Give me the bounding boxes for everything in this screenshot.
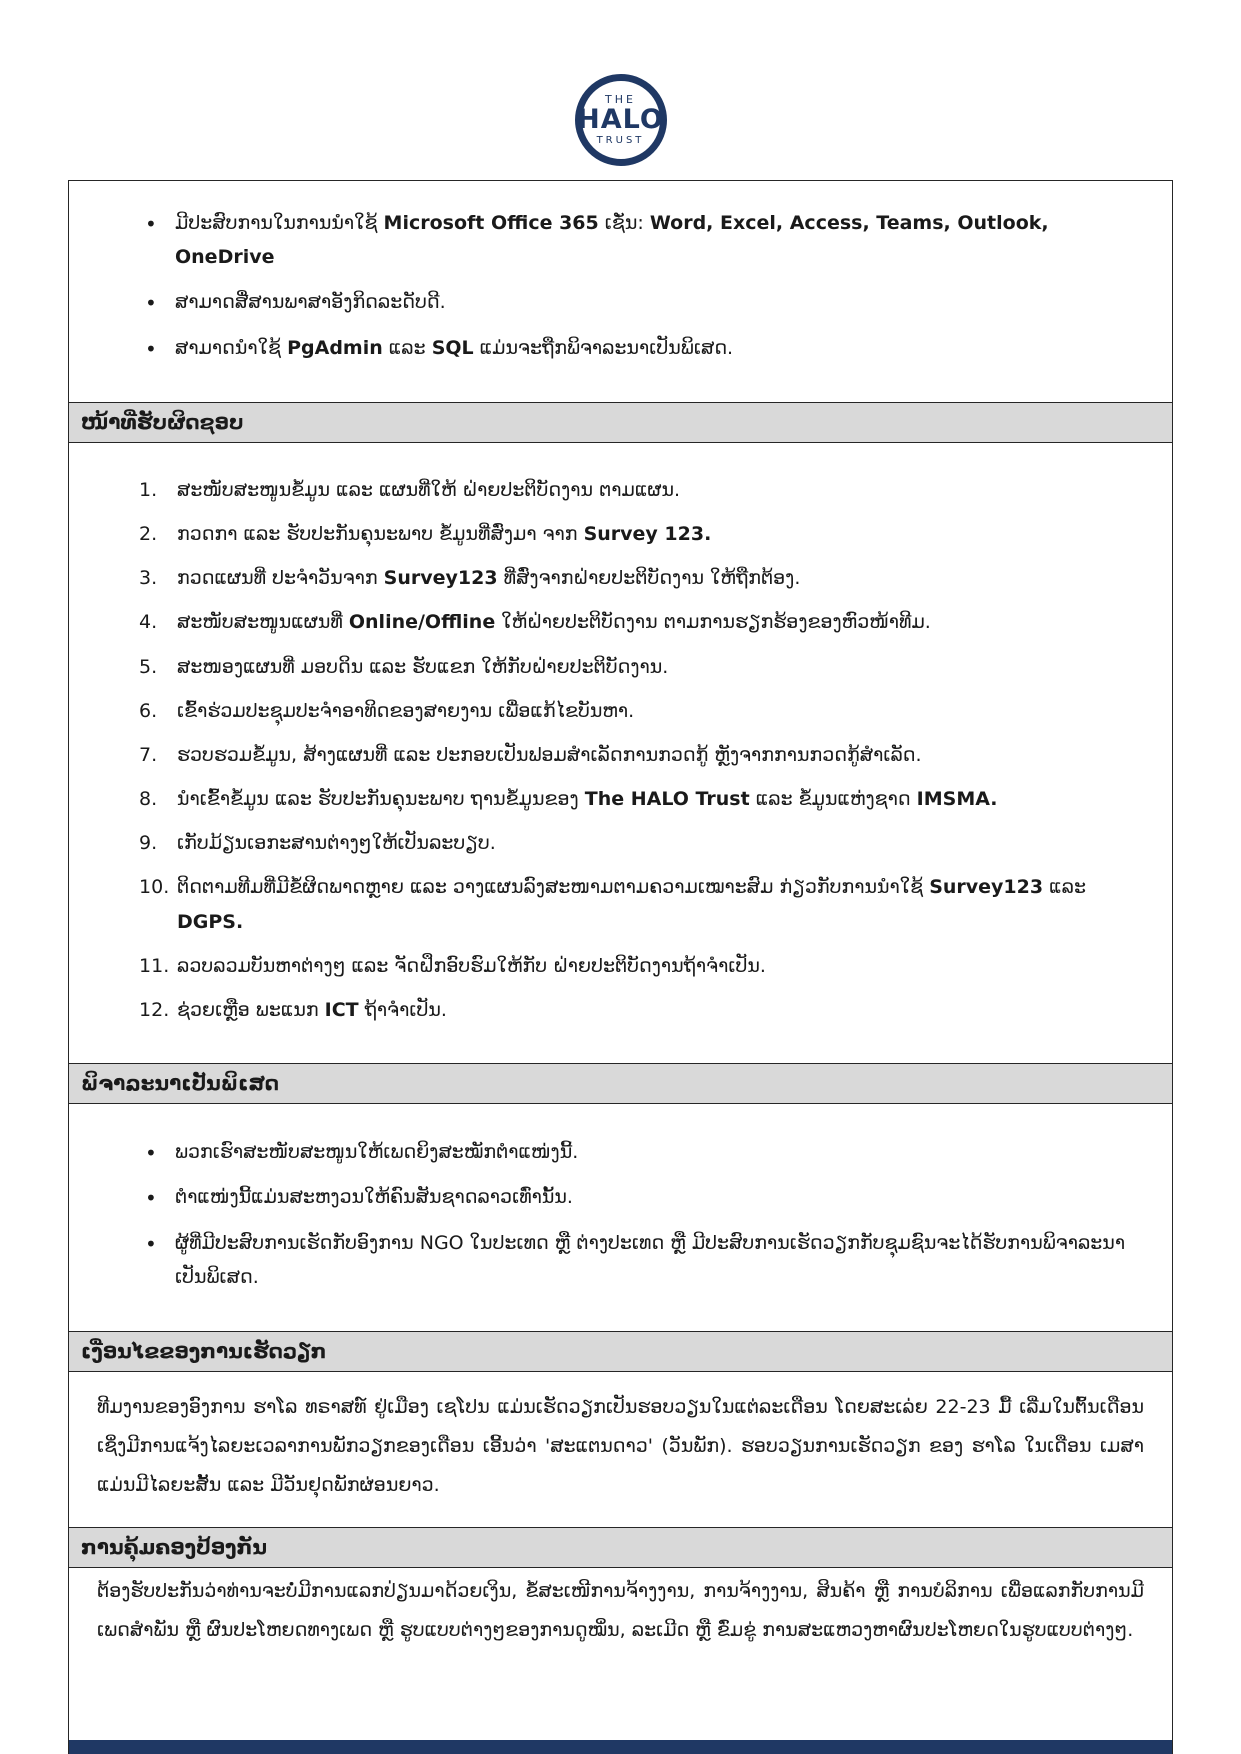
- responsibility-item: ເຂົ້າຮ່ວມປະຊຸມປະຈຳອາທິດຂອງສາຍງານ ເພື່ອແກ້ໄຂບັນຫາ.: [177, 699, 635, 722]
- responsibility-item: ສະໜອງແຜນທີ່ ມອບດິນ ແລະ ຮັບແຂກ ໃຫ້ກັບຝ່າຍປະຕິບັດງານ.: [177, 655, 669, 678]
- qualification-item: • ສາມາດນຳໃຊ້ PgAdmin ແລະ SQL ແມ່ນຈະຖືກພິຈາລະນາເປັນພິເສດ.: [139, 331, 1146, 365]
- logo-text-trust: TRUST: [596, 134, 645, 146]
- safeguarding-section: [69, 1568, 1172, 1698]
- footer-spacer: [69, 1698, 1172, 1740]
- responsibility-item: ຕິດຕາມທີມທີ່ມີຂໍ້ຜິດພາດຫຼາຍ ແລະ ວາງແຜນລົງສະໜາມຕາມຄວາມເໝາະສົມ ກ່ຽວກັບການນຳໃຊ້ Survey123 ແລະ DGPS.: [177, 876, 1086, 933]
- responsibility-item: ສະໜັບສະໜູນແຜນທີ່ Online/Offline ໃຫ້ຝ່າຍປະຕິບັດງານ ຕາມການຮຽກຮ້ອງຂອງຫົວໜ້າທີມ.: [177, 611, 931, 634]
- responsibility-item: ສະໜັບສະໜູນຂໍ້ມູນ ແລະ ແຜນທີ່ໃຫ້ ຝ່າຍປະຕິບັດງານ ຕາມແຜນ.: [177, 478, 681, 501]
- qualifications-list: [95, 206, 1146, 365]
- responsibility-item: ຮວບຮວມຂໍ້ມູນ, ສ້າງແຜນທີ່ ແລະ ປະກອບເປັນຟອມສຳເລັດການກວດກູ້ ຫຼັງຈາກການກວດກູ້ສຳເລັດ.: [177, 743, 922, 766]
- responsibility-item: ຊ່ວຍເຫຼືອ ພະແນກ ICT ຖ້າຈຳເປັນ.: [177, 999, 447, 1021]
- qualification-item: • ສາມາດສື່ສານພາສາອັງກິດລະດັບດີ.: [139, 285, 1146, 319]
- qualifications-section: [69, 181, 1172, 402]
- logo-text-halo: HALO: [577, 104, 664, 136]
- responsibility-item: ລວບລວມບັນຫາຕ່າງໆ ແລະ ຈັດຝຶກອົບຮົມໃຫ້ກັບ ຝ່າຍປະຕິບັດງານຖ້າຈຳເປັນ.: [177, 954, 766, 977]
- document-table: [68, 180, 1173, 1754]
- responsibility-item: ກວດກາ ແລະ ຮັບປະກັນຄຸນະພາບ ຂໍ້ມູນທີ່ສົ່ງມາ ຈາກ Survey 123.: [177, 522, 712, 545]
- special-consideration-item: • ພວກເຮົາສະໜັບສະໜູນໃຫ້ເພດຍິງສະໝັກຕຳແໜ່ງນີ້.: [139, 1135, 1146, 1169]
- responsibilities-section: [69, 443, 1172, 1063]
- work-conditions-paragraph: ທີມງານຂອງອົງການ ຮາໂລ ທຣາສທ໌ ຢູ່ເມືອງ ເຊໂປນ ແມ່ນເຮັດວຽກເປັນຮອບວຽນໃນແຕ່ລະເດືອນ ໂດຍສະເລ່ຍ 22-23 ມື້ ເລີ່ມໃນຕົ້ນເດືອນ ເຊິ່ງມີການແຈ້ງໄລຍະເວລາການພັກວຽກຂອງເດືອນ ເອີ້ນວ່າ 'ສະແຕນດາວ' (ວັນພັກ). ຮອບວຽນການເຮັດວຽກ ຂອງ ຮາໂລ ໃນເດືອນ ເມສາ ແມ່ນມີໄລຍະສັ້ນ ແລະ ມີວັນຢຸດພັກຜ່ອນຍາວ.: [97, 1395, 1144, 1496]
- section-header-work-conditions: ເງື່ອນໄຂຂອງການເຮັດວຽກ: [69, 1331, 1172, 1372]
- footer-navy-bar: [69, 1740, 1172, 1754]
- halo-trust-logo: [0, 0, 1241, 166]
- qualification-item: • ມີປະສົບການໃນການນຳໃຊ້ Microsoft Office 365 ເຊັ່ນ: Word, Excel, Access, Teams, Outlook, OneDrive: [139, 206, 1146, 274]
- responsibility-item: ນຳເຂົ້າຂໍ້ມູນ ແລະ ຮັບປະກັນຄຸນະພາບ ຖານຂໍ້ມູນຂອງ The HALO Trust ແລະ ຂໍ້ມູນແຫ່ງຊາດ IMSMA.: [177, 788, 998, 811]
- section-header-special-consideration: ພິຈາລະນາເປັນພິເສດ: [69, 1063, 1172, 1104]
- special-consideration-section: [69, 1104, 1172, 1331]
- responsibility-item: ກວດແຜນທີ່ ປະຈຳວັນຈາກ Survey123 ທີ່ສົ່ງຈາກຝ່າຍປະຕິບັດງານ ໃຫ້ຖືກຕ້ອງ.: [177, 567, 801, 590]
- special-consideration-item: • ຕຳແໜ່ງນີ້ແມ່ນສະຫງວນໃຫ້ຄົນສັນຊາດລາວເທົ່ານັ້ນ.: [139, 1180, 1146, 1214]
- special-consideration-list: [95, 1135, 1146, 1294]
- responsibilities-list: [95, 473, 1146, 1027]
- special-consideration-item: • ຜູ້ທີ່ມີປະສົບການເຮັດກັບອົງການ NGO ໃນປະເທດ ຫຼື ຕ່າງປະເທດ ຫຼື ມີປະສົບການເຮັດວຽກກັບຊຸມຊົນຈະໄດ້ຮັບການພິຈາລະນາເປັນພິເສດ.: [139, 1226, 1146, 1294]
- safeguarding-paragraph: ຕ້ອງຮັບປະກັນວ່າທ່ານຈະບໍ່ມີການແລກປ່ຽນມາດ້ວຍເງິນ, ຂໍ້ສະເໜີການຈ້າງງານ, ການຈ້າງງານ, ສິນຄ້າ ຫຼື ການບໍລິການ ເພື່ອແລກກັບການມີເພດສຳພັນ ຫຼື ຜົນປະໂຫຍດທາງເພດ ຫຼື ຮູບແບບຕ່າງໆຂອງການດູໝິ່ນ, ລະເມີດ ຫຼື ຂົ່ມຂູ່ ການສະແຫວງຫາຜົນປະໂຫຍດໃນຮູບແບບຕ່າງໆ.: [97, 1579, 1144, 1641]
- work-conditions-section: [69, 1372, 1172, 1527]
- section-header-safeguarding: ການຄຸ້ມຄອງປ້ອງກັນ: [69, 1527, 1172, 1568]
- section-header-responsibilities: ໜ້າທີ່ຮັບຜິດຊອບ: [69, 402, 1172, 443]
- logo-text-the: THE: [605, 93, 636, 107]
- halo-logo-circle-icon: [575, 74, 667, 166]
- responsibility-item: ເກັບມ້ຽນເອກະສານຕ່າງໆໃຫ້ເປັນລະບຽບ.: [177, 832, 496, 855]
